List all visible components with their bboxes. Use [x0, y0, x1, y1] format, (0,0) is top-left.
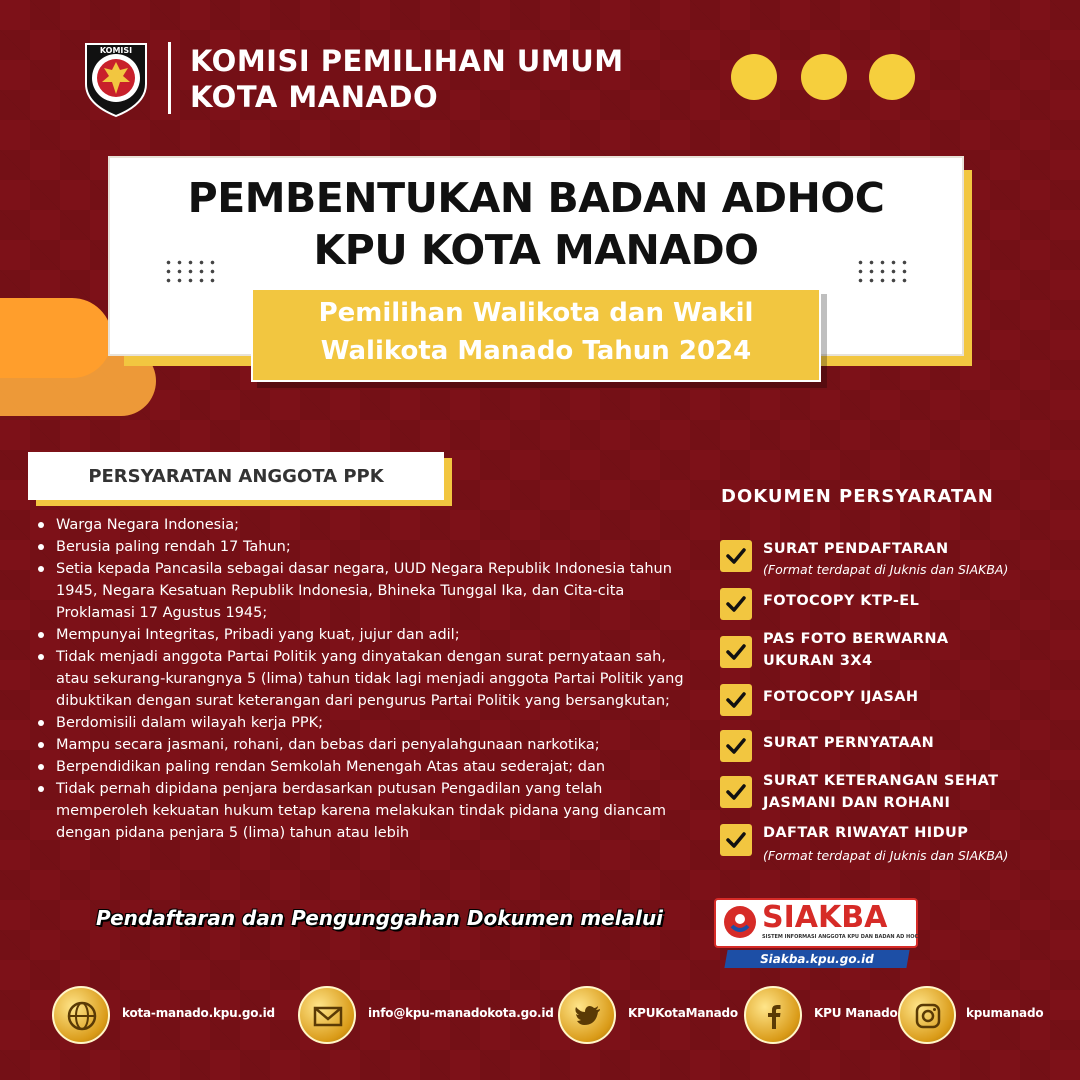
globe-icon[interactable] — [52, 986, 110, 1044]
kpu-logo — [80, 38, 152, 118]
decor-dot — [869, 54, 915, 100]
header-divider — [168, 42, 171, 114]
document-label: UKURAN 3X4 — [763, 653, 873, 669]
email-text[interactable]: info@kpu-manadokota.go.id — [368, 1006, 554, 1020]
decor-shape — [0, 298, 112, 378]
dot-grid-decor — [855, 258, 911, 284]
document-label: SURAT KETERANGAN SEHAT — [763, 773, 999, 789]
decor-dot — [801, 54, 847, 100]
list-item: Mampu secara jasmani, rohani, dan bebas dari penyalahgunaan narkotika; — [36, 734, 696, 756]
siakba-wordmark: SIAKBA — [762, 900, 888, 935]
instagram-icon[interactable] — [898, 986, 956, 1044]
ppk-heading: PERSYARATAN ANGGOTA PPK — [88, 465, 384, 487]
list-item: Tidak pernah dipidana penjara berdasarkan putusan Pengadilan yang telah memperoleh kekuatan hukum tetap karena melakukan tindak pidana yang diancam dengan pidana penjara 5 (lima) tahun atau lebih — [36, 778, 696, 844]
registration-text: Pendaftaran dan Pengunggahan Dokumen melalui — [96, 906, 664, 930]
org-name-line1: KOMISI PEMILIHAN UMUM — [190, 44, 624, 78]
logo-text-top: KOMISI — [99, 46, 133, 55]
list-item: Berusia paling rendah 17 Tahun; — [36, 536, 696, 558]
checkmark-icon — [720, 540, 752, 572]
facebook-icon[interactable] — [744, 986, 802, 1044]
instagram-handle[interactable]: kpumanado — [966, 1006, 1044, 1020]
document-note: (Format terdapat di Juknis dan SIAKBA) — [763, 562, 1009, 577]
subtitle-line2: Walikota Manado Tahun 2024 — [320, 336, 752, 366]
checkmark-icon — [720, 636, 752, 668]
list-item: Mempunyai Integritas, Pribadi yang kuat, jujur dan adil; — [36, 624, 696, 646]
list-item: Berdomisili dalam wilayah kerja PPK; — [36, 712, 696, 734]
facebook-name[interactable]: KPU Manado — [814, 1006, 898, 1020]
document-label: JASMANI DAN ROHANI — [763, 795, 951, 811]
document-label: FOTOCOPY IJASAH — [763, 689, 919, 705]
checkmark-icon — [720, 684, 752, 716]
website-text[interactable]: kota-manado.kpu.go.id — [122, 1006, 275, 1020]
list-item: Tidak menjadi anggota Partai Politik yang dinyatakan dengan surat pernyataan sah, atau sekurang-kurangnya 5 (lima) tahun tidak lagi menjadi anggota Partai Politik yang dibuktikan dengan surat keterangan dari pengurus Partai Politik yang bersangkutan; — [36, 646, 696, 712]
document-label: SURAT PENDAFTARAN — [763, 541, 949, 557]
mail-icon[interactable] — [298, 986, 356, 1044]
list-item: Berpendidikan paling rendan Semkolah Menengah Atas atau sederajat; dan — [36, 756, 696, 778]
document-note: (Format terdapat di Juknis dan SIAKBA) — [763, 848, 1009, 863]
documents-heading: DOKUMEN PERSYARATAN — [721, 486, 994, 507]
checkmark-icon — [720, 588, 752, 620]
siakba-tagline: SISTEM INFORMASI ANGGOTA KPU DAN BADAN AD HOC — [762, 934, 919, 940]
twitter-icon[interactable] — [558, 986, 616, 1044]
document-label: PAS FOTO BERWARNA — [763, 631, 949, 647]
main-title-line1: PEMBENTUKAN BADAN ADHOC — [187, 174, 885, 222]
checkmark-icon — [720, 824, 752, 856]
dot-grid-decor — [163, 258, 219, 284]
requirements-list — [36, 514, 696, 844]
ppk-heading-box — [28, 452, 444, 500]
decor-dot — [731, 54, 777, 100]
document-label: FOTOCOPY KTP-EL — [763, 593, 920, 609]
list-item: Warga Negara Indonesia; — [36, 514, 696, 536]
twitter-handle[interactable]: KPUKotaManado — [628, 1006, 738, 1020]
list-item: Setia kepada Pancasila sebagai dasar negara, UUD Negara Republik Indonesia tahun 1945, Negara Kesatuan Republik Indonesia, Bhineka Tunggal Ika, dan Cita-cita Proklamasi 17 Agustus 1945; — [36, 558, 696, 624]
subtitle-line1: Pemilihan Walikota dan Wakil — [318, 298, 754, 328]
siakba-emblem-icon — [722, 904, 758, 940]
main-title-line2: KPU KOTA MANADO — [313, 226, 759, 274]
checkmark-icon — [720, 730, 752, 762]
document-label: SURAT PERNYATAAN — [763, 735, 935, 751]
org-name-line2: KOTA MANADO — [190, 80, 439, 114]
checkmark-icon — [720, 776, 752, 808]
siakba-url[interactable]: Siakba.kpu.go.id — [724, 950, 909, 968]
document-label: DAFTAR RIWAYAT HIDUP — [763, 825, 969, 841]
